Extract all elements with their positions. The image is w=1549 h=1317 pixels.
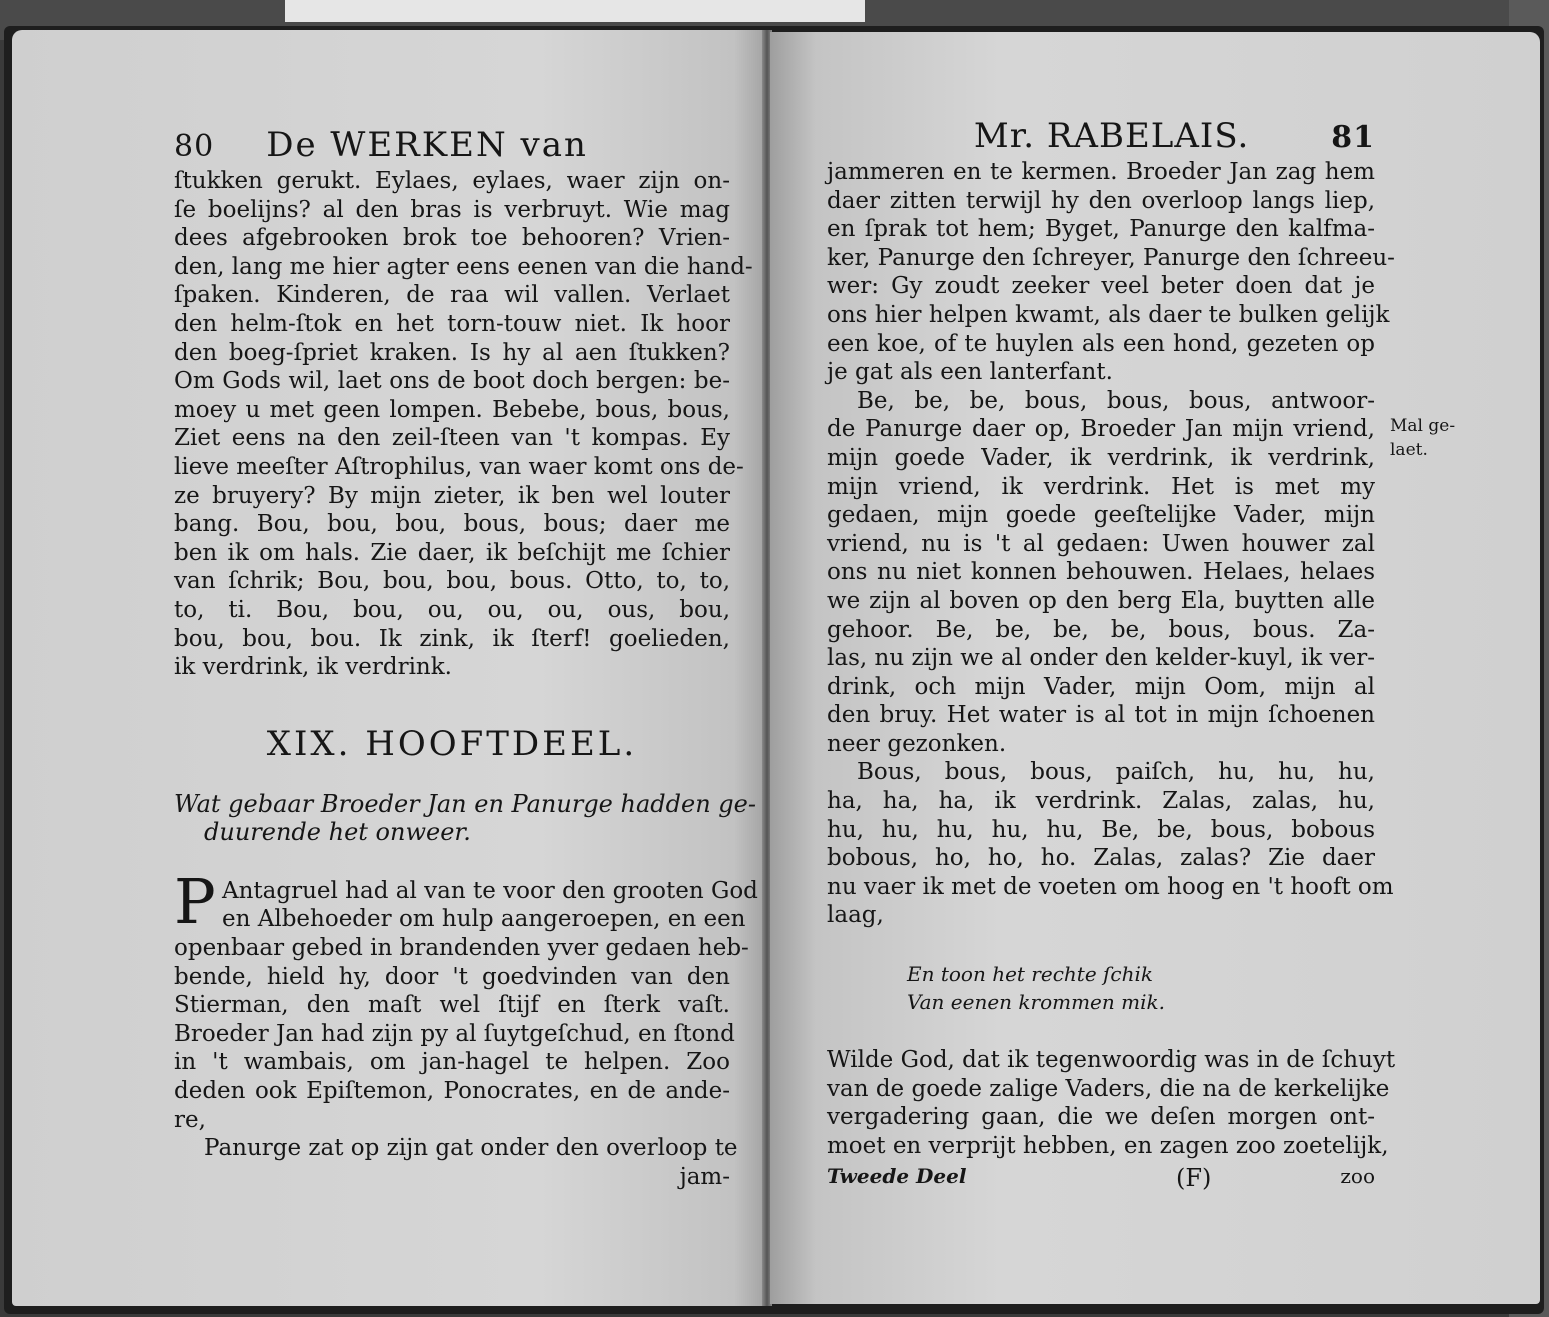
text-line: openbaar gebed in brandenden yver gedaen heb- <box>174 935 749 962</box>
text-line: daer zitten terwijl hy den overloop langs liep, <box>827 187 1375 214</box>
summary-line: Wat gebaar Broeder Jan en Panurge hadden ge- <box>174 789 756 818</box>
text-line: to, ti. Bou, bou, ou, ou, ou, ous, bou, <box>174 596 730 623</box>
text-line: ſpaken. Kinderen, de raa wil vallen. Verlaet <box>174 282 730 309</box>
background-card <box>285 0 865 22</box>
text-line: dees afgebrooken brok toe behooren? Vrien- <box>174 225 730 252</box>
text-line: Panurge zat op zijn gat onder den overloop te <box>204 1135 738 1162</box>
wilde-paragraph <box>827 1046 1396 1160</box>
text-line: vergadering gaan, die we deſen morgen ont- <box>827 1104 1375 1131</box>
text-line: Ziet eens na den zeil-ſteen van 't kompas. Ey <box>174 425 730 452</box>
text-line: bang. Bou, bou, bou, bous, bous; daer me <box>174 511 730 538</box>
text-line: bou, bou, bou. Ik zink, ik ſterf! goelieden, <box>174 625 730 652</box>
text-line: re, <box>174 1106 206 1133</box>
text-line: de Panurge daer op, Broeder Jan mijn vriend, <box>827 416 1375 443</box>
text-line: Antagruel had al van te voor den grooten God <box>222 877 758 904</box>
text-line: en Albehoeder om hulp aangeroepen, en een <box>222 906 746 933</box>
margin-note-line: laet. <box>1390 440 1428 460</box>
text-line: jammeren en te kermen. Broeder Jan zag hem <box>827 159 1375 185</box>
verse-line: Van eenen krommen mik. <box>907 990 1165 1015</box>
text-line: laag, <box>827 902 884 929</box>
text-line: Broeder Jan had zijn py al ſuytgeſchud, en ſtond <box>174 1020 735 1047</box>
text-line: en ſprak tot hem; Byget, Panurge den kalfma- <box>827 216 1375 243</box>
text-line: drink, och mijn Vader, mijn Oom, mijn al <box>827 673 1375 700</box>
text-line: ons hier helpen kwamt, als daer te bulken gelijk <box>827 301 1390 328</box>
text-line: moey u met geen lompen. Bebebe, bous, bous, <box>174 396 730 423</box>
text-line: ze bruyery? By mijn zieter, ik ben wel louter <box>174 482 730 509</box>
left-page-number: 80 <box>174 129 215 164</box>
text-line: hu, hu, hu, hu, hu, Be, be, bous, bobous <box>827 816 1375 843</box>
text-line: deden ook Epiſtemon, Ponocrates, en de ande- <box>174 1078 730 1105</box>
text-line: we zijn al boven op den berg Ela, buytten alle <box>827 587 1375 614</box>
catchword: jam- <box>679 1163 730 1190</box>
chapter-heading: XIX. HOOFTDEEL. <box>266 723 638 764</box>
text-line: Be, be, be, bous, bous, bous, antwoor- <box>857 387 1375 414</box>
text-line: van de goede zalige Vaders, die na de kerkelijke <box>827 1075 1390 1102</box>
text-line: bende, hield hy, door 't goedvinden van den <box>174 963 730 990</box>
text-line: ker, Panurge den ſchreyer, Panurge den ſchreeu- <box>827 244 1395 271</box>
text-line: ſe boelijns? al den bras is verbruyt. Wie mag <box>174 196 730 223</box>
text-line: in 't wambais, om jan-hagel te helpen. Zoo <box>174 1049 730 1076</box>
text-line: wer: Gy zoudt zeeker veel beter doen dat je <box>827 273 1375 300</box>
margin-note <box>1390 414 1455 462</box>
signature-line <box>827 1164 1375 1192</box>
bous-paragraph <box>827 758 1394 930</box>
left-page <box>12 30 764 1306</box>
text-line: neer gezonken. <box>827 730 1007 757</box>
text-line: bobous, ho, ho, ho. Zalas, zalas? Zie daer <box>827 845 1375 872</box>
text-line: Om Gods wil, laet ons de boot doch bergen: be- <box>174 368 730 395</box>
text-line: moet en verprijt hebben, en zagen zoo zoetelijk, <box>827 1132 1389 1159</box>
margin-note-line: Mal ge- <box>1390 416 1456 436</box>
text-line: las, nu zijn we al onder den kelder-kuyl, ik ver- <box>827 645 1375 672</box>
signature-label: Tweede Deel <box>827 1164 967 1189</box>
text-line: ben ik om hals. Zie daer, ik beſchijt me ſchier <box>174 539 730 566</box>
text-line: gehoor. Be, be, be, be, bous, bous. Za- <box>827 616 1375 643</box>
text-line: gedaen, mijn goede geeſtelijke Vader, mijn <box>827 502 1375 529</box>
text-line: ha, ha, ha, ik verdrink. Zalas, zalas, hu, <box>827 788 1375 815</box>
text-line: den helm-ſtok en het torn-touw niet. Ik hoor <box>174 310 730 337</box>
text-line: Bous, bous, bous, paiſch, hu, hu, hu, <box>857 759 1375 786</box>
text-line: ons nu niet konnen behouwen. Helaes, helaes <box>827 559 1375 586</box>
text-line: den, lang me hier agter eens eenen van die hand- <box>174 253 753 280</box>
text-line: je gat als een lanterfant. <box>827 359 1113 386</box>
left-running-title: De WERKEN van <box>266 125 588 165</box>
right-text-block <box>827 158 1395 387</box>
text-line: een koe, of te huylen als een hond, gezeten op <box>827 330 1375 357</box>
text-line: den bruy. Het water is al tot in mijn ſchoenen <box>827 702 1375 729</box>
drop-cap: P <box>174 864 216 938</box>
text-line: vriend, nu is 't al gedaen: Uwen houwer zal <box>827 530 1375 557</box>
text-line: nu vaer ik met de voeten om hoog en 't hooft om <box>827 873 1394 900</box>
text-line: mijn goede Vader, ik verdrink, ik verdrink, <box>827 444 1375 471</box>
right-page-number: 81 <box>1331 120 1375 155</box>
opening-paragraph <box>174 864 758 1134</box>
right-page <box>770 32 1540 1304</box>
text-line: den boeg-ſpriet kraken. Is hy al aen ſtukken? <box>174 339 730 366</box>
verse-line: En toon het rechte ſchik <box>907 962 1154 987</box>
verse-block <box>907 960 1375 1016</box>
chapter-summary <box>174 789 756 847</box>
be-paragraph <box>827 387 1375 759</box>
text-line: ſtukken gerukt. Eylaes, eylaes, waer zijn on- <box>174 168 730 194</box>
panurge-paragraph <box>174 1134 738 1191</box>
text-line: lieve meeſter Aſtrophilus, van waer komt ons de- <box>174 453 744 480</box>
catchword: zoo <box>1340 1164 1375 1189</box>
text-line: Stierman, den maſt wel ſtijf en ſterk vaſt. <box>174 992 730 1019</box>
text-line: ik verdrink, ik verdrink. <box>174 654 452 681</box>
left-running-head <box>174 125 730 167</box>
left-text-block <box>174 167 753 682</box>
text-line: mijn vriend, ik verdrink. Het is met my <box>827 473 1375 500</box>
right-running-title: Mr. RABELAIS. <box>973 116 1250 156</box>
text-line: van ſchrik; Bou, bou, bou, bous. Otto, to, to, <box>174 568 730 595</box>
text-line: Wilde God, dat ik tegenwoordig was in de ſchuyt <box>827 1047 1396 1074</box>
signature-mark: (F) <box>1175 1164 1212 1193</box>
right-running-head <box>827 116 1375 158</box>
summary-line: duurende het onweer. <box>204 818 471 847</box>
